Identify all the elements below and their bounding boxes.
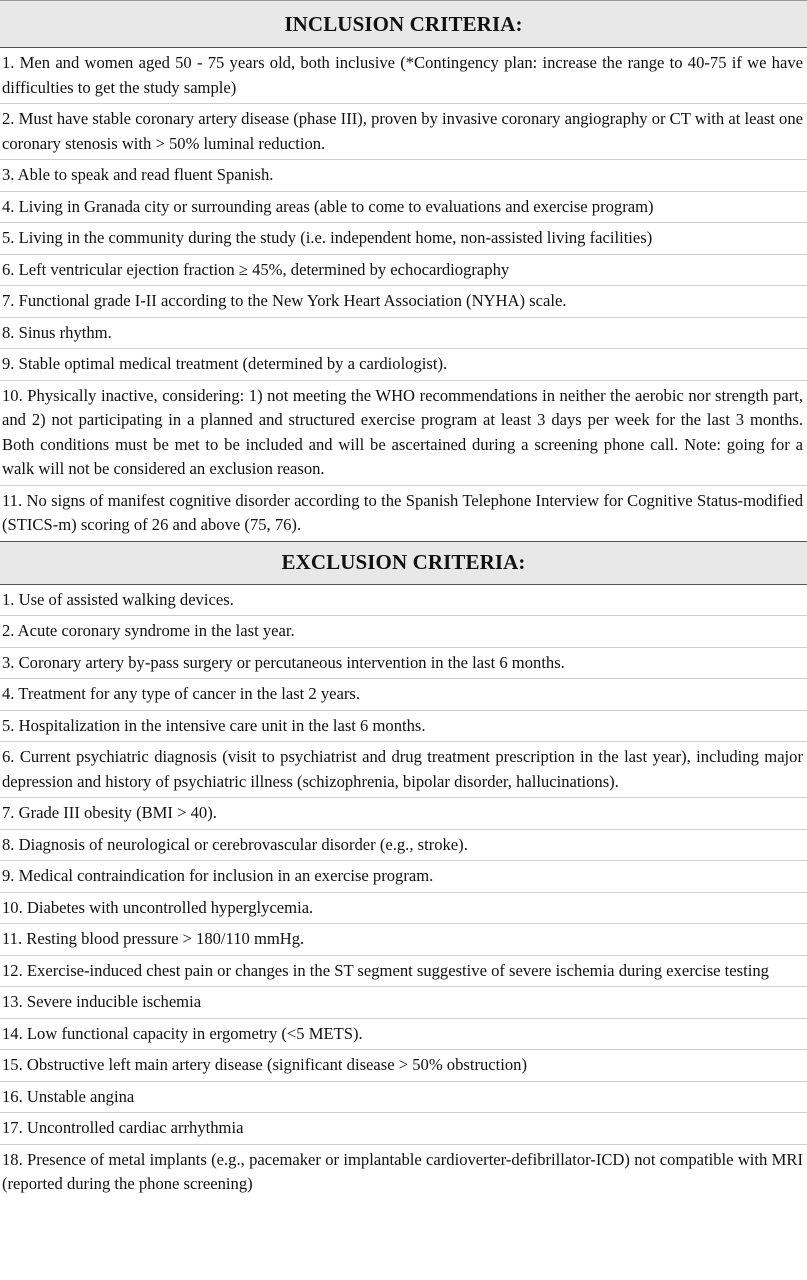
inclusion-criterion: 3. Able to speak and read fluent Spanish. <box>0 160 807 192</box>
inclusion-criterion: 5. Living in the community during the study (i.e. independent home, non-assisted living facilities) <box>0 223 807 255</box>
inclusion-criterion: 10. Physically inactive, considering: 1) not meeting the WHO recommendations in neither the aerobic nor strength part, and 2) not participating in a planned and structured exercise program at least 3 days per week for the last 3 months. Both conditions must be met to be included and will be ascertained during a screening phone call. Note: going for a walk will not be considered an exclusion reason. <box>0 381 807 486</box>
exclusion-criterion: 11. Resting blood pressure > 180/110 mmHg. <box>0 924 807 956</box>
inclusion-criteria-title: INCLUSION CRITERIA: <box>284 11 523 36</box>
exclusion-criterion: 18. Presence of metal implants (e.g., pacemaker or implantable cardioverter-defibrillator-ICD) not compatible with MRI (reported during the phone screening) <box>2 1149 803 1193</box>
exclusion-criterion: 16. Unstable angina <box>0 1082 807 1114</box>
exclusion-criteria-list <box>0 585 807 1200</box>
exclusion-criterion: 14. Low functional capacity in ergometry (<5 METS). <box>0 1019 807 1051</box>
inclusion-criterion: 2. Must have stable coronary artery disease (phase III), proven by invasive coronary angiography or CT with at least one coronary stenosis with > 50% luminal reduction. <box>0 104 807 160</box>
inclusion-criterion: 4. Living in Granada city or surrounding areas (able to come to evaluations and exercise program) <box>0 192 807 224</box>
exclusion-criterion: 9. Medical contraindication for inclusion in an exercise program. <box>0 861 807 893</box>
exclusion-criterion: 3. Coronary artery by-pass surgery or percutaneous intervention in the last 6 months. <box>0 648 807 680</box>
exclusion-criterion: 7. Grade III obesity (BMI > 40). <box>0 798 807 830</box>
inclusion-criteria-header <box>0 0 807 48</box>
exclusion-criterion: 6. Current psychiatric diagnosis (visit to psychiatrist and drug treatment prescription in the last year), including major depression and history of psychiatric illness (schizophrenia, bipolar disorder, hallucinations). <box>0 742 807 798</box>
inclusion-criterion: 9. Stable optimal medical treatment (determined by a cardiologist). <box>0 349 807 381</box>
exclusion-criterion: 13. Severe inducible ischemia <box>0 987 807 1019</box>
inclusion-criterion: 7. Functional grade I-II according to the New York Heart Association (NYHA) scale. <box>0 286 807 318</box>
exclusion-criterion: 17. Uncontrolled cardiac arrhythmia <box>0 1113 807 1145</box>
inclusion-criterion: 11. No signs of manifest cognitive disorder according to the Spanish Telephone Interview for Cognitive Status-modified (STICS-m) scoring of 26 and above (75, 76). <box>2 490 803 534</box>
exclusion-criterion: 12. Exercise-induced chest pain or changes in the ST segment suggestive of severe ischemia during exercise testing <box>0 956 807 988</box>
exclusion-criterion: 1. Use of assisted walking devices. <box>0 585 807 617</box>
inclusion-criteria-list <box>0 48 807 541</box>
exclusion-criteria-title: EXCLUSION CRITERIA: <box>281 550 526 574</box>
exclusion-criterion: 4. Treatment for any type of cancer in the last 2 years. <box>0 679 807 711</box>
inclusion-criterion: 6. Left ventricular ejection fraction ≥ 45%, determined by echocardiography <box>0 255 807 287</box>
exclusion-criterion: 10. Diabetes with uncontrolled hyperglycemia. <box>0 893 807 925</box>
inclusion-criterion: 1. Men and women aged 50 - 75 years old, both inclusive (*Contingency plan: increase the range to 40-75 if we have difficulties to get the study sample) <box>0 48 807 104</box>
exclusion-criterion: 5. Hospitalization in the intensive care unit in the last 6 months. <box>0 711 807 743</box>
exclusion-criterion: 15. Obstructive left main artery disease (significant disease > 50% obstruction) <box>0 1050 807 1082</box>
exclusion-criterion: 8. Diagnosis of neurological or cerebrovascular disorder (e.g., stroke). <box>0 830 807 862</box>
exclusion-criterion: 2. Acute coronary syndrome in the last year. <box>0 616 807 648</box>
exclusion-criteria-header <box>0 541 807 585</box>
inclusion-criterion: 8. Sinus rhythm. <box>0 318 807 350</box>
